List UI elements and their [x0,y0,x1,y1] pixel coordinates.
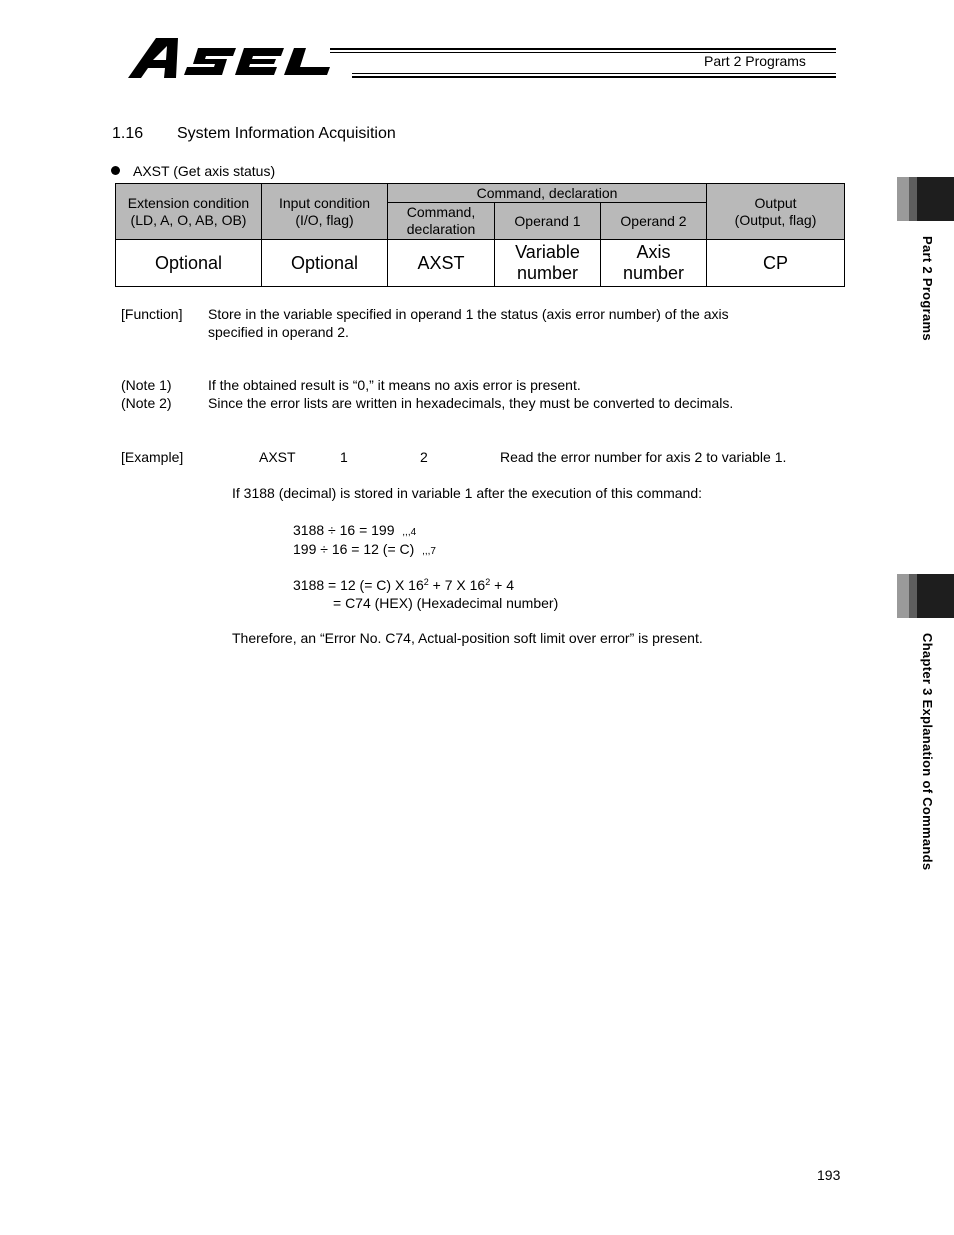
example-intro: If 3188 (decimal) is stored in variable 1 after the execution of this command: [232,485,703,501]
example-operand-2: 2 [420,449,428,465]
cell-output: CP [707,240,845,287]
side-label-chapter: Chapter 3 Explanation of Commands [920,633,935,871]
calc-line-2: 199 ÷ 16 = 12 (= C) ,,,7 [293,541,436,557]
calc-line-1: 3188 ÷ 16 = 199 ,,,4 [293,522,417,538]
bullet-dot-icon [111,166,120,175]
asel-logo [126,34,351,80]
header-command-group: Command, declaration [388,184,707,203]
equation-line-1: 3188 = 12 (= C) X $16^2 + 7$ X $16^2 + 4$ [293,577,514,593]
page-number: 193 [817,1167,841,1183]
side-tab-chapter [897,574,954,618]
header-rule-bottom-thick [352,76,836,78]
cell-operand-1: Variable number [495,240,601,287]
command-table [115,183,845,287]
cell-extension: Optional [116,240,262,287]
cell-command: AXST [388,240,495,287]
header-operand-1: Operand 1 [495,203,601,240]
example-command: AXST [259,449,296,465]
cell-operand-2: Axis number [601,240,707,287]
header-rule-bottom [352,73,836,74]
header-command-declaration: Command, declaration [388,203,495,240]
example-operand-1: 1 [340,449,348,465]
cell-input: Optional [262,240,388,287]
header-output: Output (Output, flag) [707,184,845,240]
header-input-condition: Input condition (I/O, flag) [262,184,388,240]
function-line-2: specified in operand 2. [208,324,349,340]
header-extension-condition: Extension condition (LD, A, O, AB, OB) [116,184,262,240]
function-label: [Function] [121,306,183,322]
conclusion: Therefore, an “Error No. C74, Actual-position soft limit over error” is present. [232,630,703,646]
section-number: 1.16 [112,125,144,142]
side-tab-part [897,177,954,221]
example-label: [Example] [121,449,184,465]
header-rule-top [330,48,836,50]
header-operand-2: Operand 2 [601,203,707,240]
note-2-text: Since the error lists are written in hexadecimals, they must be converted to decimals. [208,395,734,411]
bullet-text: AXST (Get axis status) [133,163,276,179]
function-line-1: Store in the variable specified in operand 1 the status (axis error number) of the axis [208,306,729,322]
side-label-part: Part 2 Programs [920,236,935,341]
section-title: System Information Acquisition [177,125,396,142]
equation-line-2: = C74 (HEX) (Hexadecimal number) [333,595,559,611]
note-2-label: (Note 2) [121,395,172,411]
note-1-label: (Note 1) [121,377,172,393]
note-1-text: If the obtained result is “0,” it means no axis error is present. [208,377,581,393]
example-description: Read the error number for axis 2 to variable 1. [500,449,787,465]
header-part: Part 2 Programs [704,53,806,69]
